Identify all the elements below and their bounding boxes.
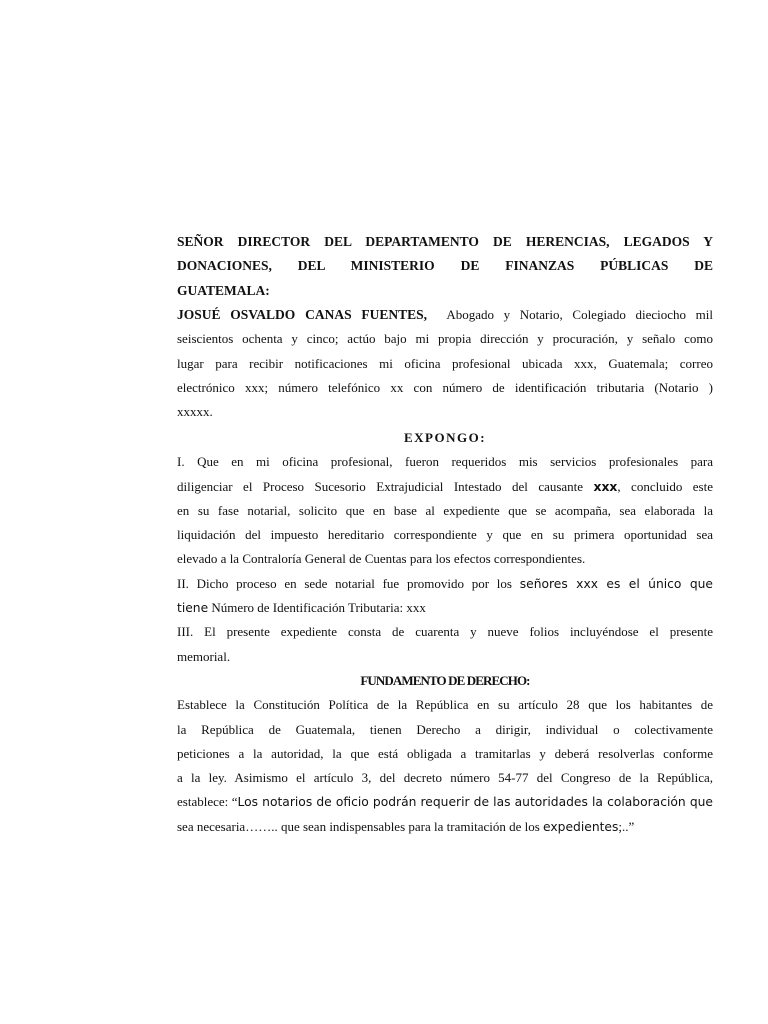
intro-paragraph (177, 303, 713, 424)
header-line-3: GUATEMALA: (177, 282, 270, 298)
fundamento-line-6-end: ;..” (618, 818, 635, 834)
expongo-p1-line-4: liquidación del impuesto hereditario correspondiente y que en su primera oportunidad sea (177, 527, 713, 543)
expongo-p1-line-2-end: , concluido este (617, 478, 713, 494)
intro-line-1 (177, 303, 713, 327)
fundamento-line-4: a la ley. Asimismo el artículo 3, del decreto número 54-77 del Congreso de la República, (177, 770, 713, 786)
header-line-2: DONACIONES, DEL MINISTERIO DE FINANZAS PÚBLICAS DE (177, 258, 713, 274)
fundamento-line-3: peticiones a la autoridad, la que está obligada a tramitarlas y deberá resolverlas conforme (177, 745, 713, 761)
expongo-p1-line-5: elevado a la Contraloría General de Cuentas para los efectos correspondientes. (177, 551, 586, 567)
fundamento-line-6 (177, 815, 713, 839)
intro-line-5: xxxxx. (177, 404, 213, 420)
fundamento-title: FUNDAMENTO DE DERECHO: (360, 673, 530, 688)
expongo-p2-line-1-text: II. Dicho proceso en sede notarial fue promovido por los (177, 575, 512, 591)
expongo-p1-line-1: I. Que en mi oficina profesional, fueron requeridos mis servicios profesionales para (177, 454, 713, 470)
expongo-p1-line-2 (177, 475, 713, 499)
tiene-text: tiene (177, 601, 209, 616)
causante-name: xxx (593, 479, 618, 494)
intro-line-2: seiscientos ochenta y cinco; actúo bajo mi propia dirección y procuración, y señalo como (177, 331, 713, 347)
expongo-p3-line-1: III. El presente expediente consta de cuarenta y nueve folios incluyéndose el presente (177, 624, 713, 640)
fundamento-line-2: la República de Guatemala, tienen Derecho a dirigir, individual o colectivamente (177, 721, 713, 737)
fundamento-line-6-text: sea necesaria…….. que sean indispensables para la tramitación de los (177, 818, 540, 834)
intro-line-3: lugar para recibir notificaciones mi oficina profesional ubicada xxx, Guatemala; correo (177, 355, 713, 371)
intro-line-1-text: Abogado y Notario, Colegiado dieciocho mil (446, 307, 714, 322)
header-line-1: SEÑOR DIRECTOR DEL DEPARTAMENTO DE HERENCIAS, LEGADOS Y (177, 234, 713, 249)
expongo-title: EXPONGO: (403, 430, 487, 445)
fundamento-line-1: Establece la Constitución Política de la República en su artículo 28 que los habitantes de (177, 697, 713, 713)
fundamento-section (177, 669, 713, 839)
promoters-text: señores xxx es el único que (519, 576, 714, 591)
nit-text: Número de Identificación Tributaria: xxx (211, 600, 426, 616)
expongo-p2-line-1 (177, 572, 713, 596)
expongo-p1-line-2-text: diligenciar el Proceso Sucesorio Extrajudicial Intestado del causante (177, 478, 584, 494)
addressee-header (177, 230, 713, 303)
expedientes-text: expedientes (543, 819, 619, 834)
expongo-section (177, 426, 713, 669)
expongo-p1-line-3: en su fase notarial, solicito que en base al expediente que se acompaña, sea elaborada la (177, 502, 713, 518)
expongo-p3-line-2: memorial. (177, 648, 231, 664)
expongo-p2-line-2 (177, 596, 713, 620)
fundamento-line-5-text: establece: “ (177, 794, 238, 810)
fundamento-line-5 (177, 790, 713, 814)
notary-name: JOSUÉ OSVALDO CANAS FUENTES, (177, 307, 428, 322)
quote-text: Los notarios de oficio podrán requerir de las autoridades la colaboración que (237, 795, 713, 810)
intro-line-4: electrónico xxx; número telefónico xx con número de identificación tributaria (Notario ) (177, 379, 713, 395)
